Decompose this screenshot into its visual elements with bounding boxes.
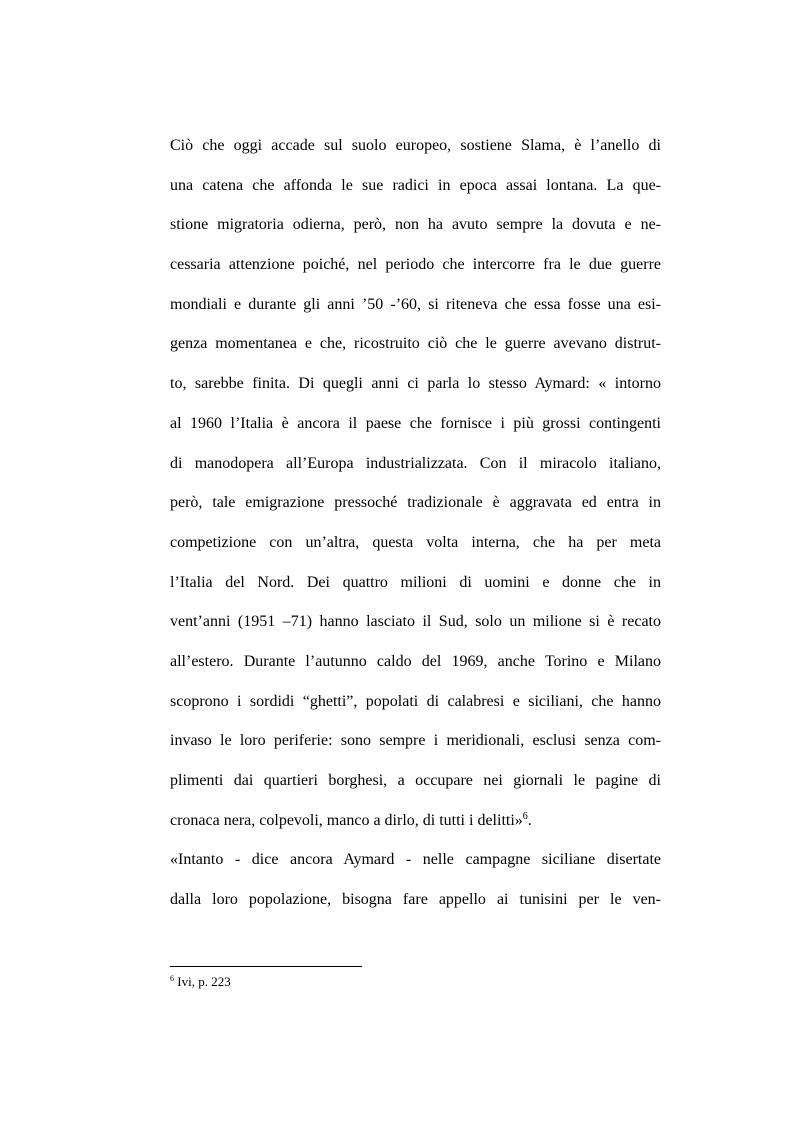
text-line: to, sarebbe finita. Di quegli anni ci parla lo stesso Aymard: « intorno — [170, 375, 661, 393]
footnote-reference[interactable]: 6 — [522, 810, 528, 822]
text-line: scoprono i sordidi “ghetti”, popolati di calabresi e siciliani, che hanno — [170, 692, 661, 710]
text-line: dalla loro popolazione, bisogna fare appello ai tunisini per le ven- — [170, 891, 661, 909]
text-line: l’Italia del Nord. Dei quattro milioni di uomini e donne che in — [170, 573, 661, 591]
text-line: competizione con un’altra, questa volta interna, che ha per meta — [170, 533, 661, 551]
text-line: però, tale emigrazione pressoché tradizionale è aggravata ed entra in — [170, 494, 661, 512]
text-line: vent’anni (1951 –71) hanno lasciato il Sud, solo un milione si è recato — [170, 613, 661, 631]
text-line: «Intanto - dice ancora Aymard - nelle campagne siciliane disertate — [170, 851, 661, 869]
text-line: mondiali e durante gli anni ’50 -’60, si riteneva che essa fosse una esi- — [170, 295, 661, 313]
paragraph-end-line — [170, 801, 661, 841]
text-line: stione migratoria odierna, però, non ha avuto sempre la dovuta e ne- — [170, 216, 661, 234]
footnote-number: 6 — [170, 974, 174, 983]
footnote-separator — [170, 966, 362, 967]
text-line: all’estero. Durante l’autunno caldo del 1969, anche Torino e Milano — [170, 652, 661, 670]
text-line: plimenti dai quartieri borghesi, a occupare nei giornali le pagine di — [170, 772, 661, 789]
text-line: di manodopera all’Europa industrializzata. Con il miracolo italiano, — [170, 454, 661, 472]
text-line: Ciò che oggi accade sul suolo europeo, sostiene Slama, è l’anello di — [170, 137, 661, 154]
text-segment: cronaca nera, colpevoli, manco a dirlo, di tutti i delitti» — [170, 811, 523, 829]
text-line: genza momentanea e che, ricostruito ciò che le guerre avevano distrut- — [170, 335, 661, 353]
footnote — [170, 973, 231, 991]
text-line: invaso le loro periferie: sono sempre i meridionali, esclusi senza com- — [170, 732, 661, 750]
period: . — [527, 811, 532, 829]
body-text — [170, 126, 661, 920]
text-line: una catena che affonda le sue radici in epoca assai lontana. La que- — [170, 176, 661, 194]
footnote-text: Ivi, p. 223 — [174, 974, 231, 989]
text-line: al 1960 l’Italia è ancora il paese che fornisce i più grossi contingenti — [170, 414, 661, 432]
text-line: cessaria attenzione poiché, nel periodo che intercorre fra le due guerre — [170, 256, 661, 274]
